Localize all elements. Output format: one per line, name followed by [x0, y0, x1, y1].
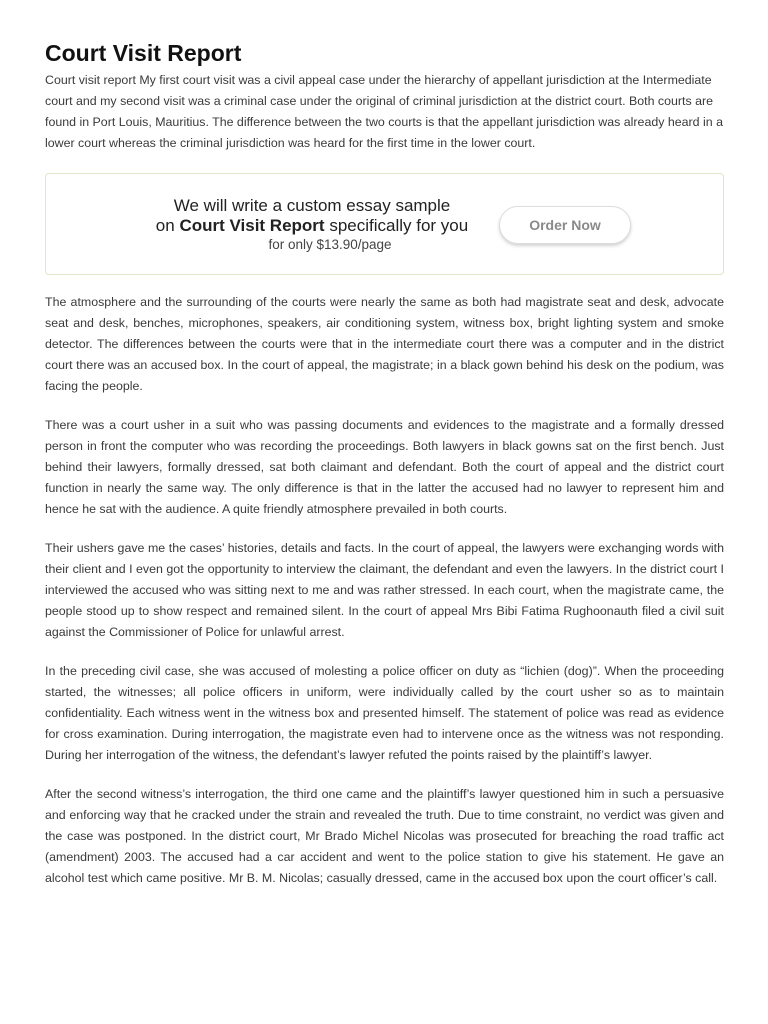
body-paragraph: In the preceding civil case, she was accused of molesting a police officer on duty as “lichien (dog)”. When the proceeding started, the witnesses; all police officers in uniform, were individually called by the court usher so as to maintain confidentiality. Each witness went in the witness box and presented himself. The statement of police was read as evidence for cross examination. During interrogation, the magistrate even had to intervene once as the witness was not responding. During her interrogation of the witness, the defendant’s lawyer refuted the points raised by the plaintiff’s lawyer.: [45, 664, 724, 762]
body-paragraph: After the second witness’s interrogation, the third one came and the plaintiff’s lawyer questioned him in such a persuasive and enforcing way that he cracked under the strain and revealed the truth. Due to time constraint, no verdict was given and the case was postponed. In the district court, Mr Brado Michel Nicolas was prosecuted for breaching the road traffic act (amendment) 2003. The accused had a car accident and went to the police station to give his statement. He gave an alcohol test which came positive. Mr B. M. Nicolas; casually dressed, came in the accused box upon the court officer’s call.: [45, 787, 724, 885]
promo-prefix: on: [155, 216, 175, 235]
body-paragraph: Their ushers gave me the cases’ histories, details and facts. In the court of appeal, the lawyers were exchanging words with their client and I even got the opportunity to interview the claimant, the defendant and even the lawyers. In the district court I interviewed the accused who was sitting next to me and was rather stressed. In each court, when the magistrate came, the people stood up to show respect and remained silent. In the court of appeal Mrs Bibi Fatima Rughoonauth filed a civil suit against the Commissioner of Police for unlawful arrest.: [45, 541, 724, 639]
body-paragraph: The atmosphere and the surrounding of the courts were nearly the same as both had magistrate seat and desk, advocate seat and desk, benches, microphones, speakers, air conditioning system, witness box, bright lighting system and smoke detector. The differences between the courts were that in the intermediate court there was a computer and in the district court there was an accused box. In the court of appeal, the magistrate; in a black gown behind his desk on the podium, was facing the people.: [45, 295, 724, 393]
essay-body: [45, 292, 724, 889]
page-title: Court Visit Report: [45, 40, 242, 66]
essay-promo-box: [45, 173, 724, 275]
promo-headline: We will write a custom essay sample: [173, 196, 451, 215]
promo-price: for only $13.90/page: [268, 237, 392, 252]
essay-page: [45, 38, 724, 907]
order-now-button[interactable]: Order Now: [499, 206, 631, 244]
promo-topic: Court Visit Report: [179, 216, 325, 235]
intro-paragraph: Court visit report My first court visit was a civil appeal case under the hierarchy of appellant jurisdiction at the Intermediate court and my second visit was a criminal case under the original of criminal jurisdiction at the district court. Both courts are found in Port Louis, Mauritius. The difference between the two courts is that the appellant jurisdiction was already heard in a lower court whereas the criminal jurisdiction was heard for the first time in the lower court.: [45, 73, 723, 150]
promo-suffix: specifically for you: [329, 216, 469, 235]
body-paragraph: There was a court usher in a suit who was passing documents and evidences to the magistrate and a formally dressed person in front the computer who was recording the proceedings. Both lawyers in black gowns sat on the first bench. Just behind their lawyers, formally dressed, sat both claimant and defendant. Both the court of appeal and the district court function in nearly the same way. The only difference is that in the latter the accused had no lawyer to represent him and hence he sat with the audience. A quite friendly atmosphere prevailed in both courts.: [45, 418, 724, 516]
